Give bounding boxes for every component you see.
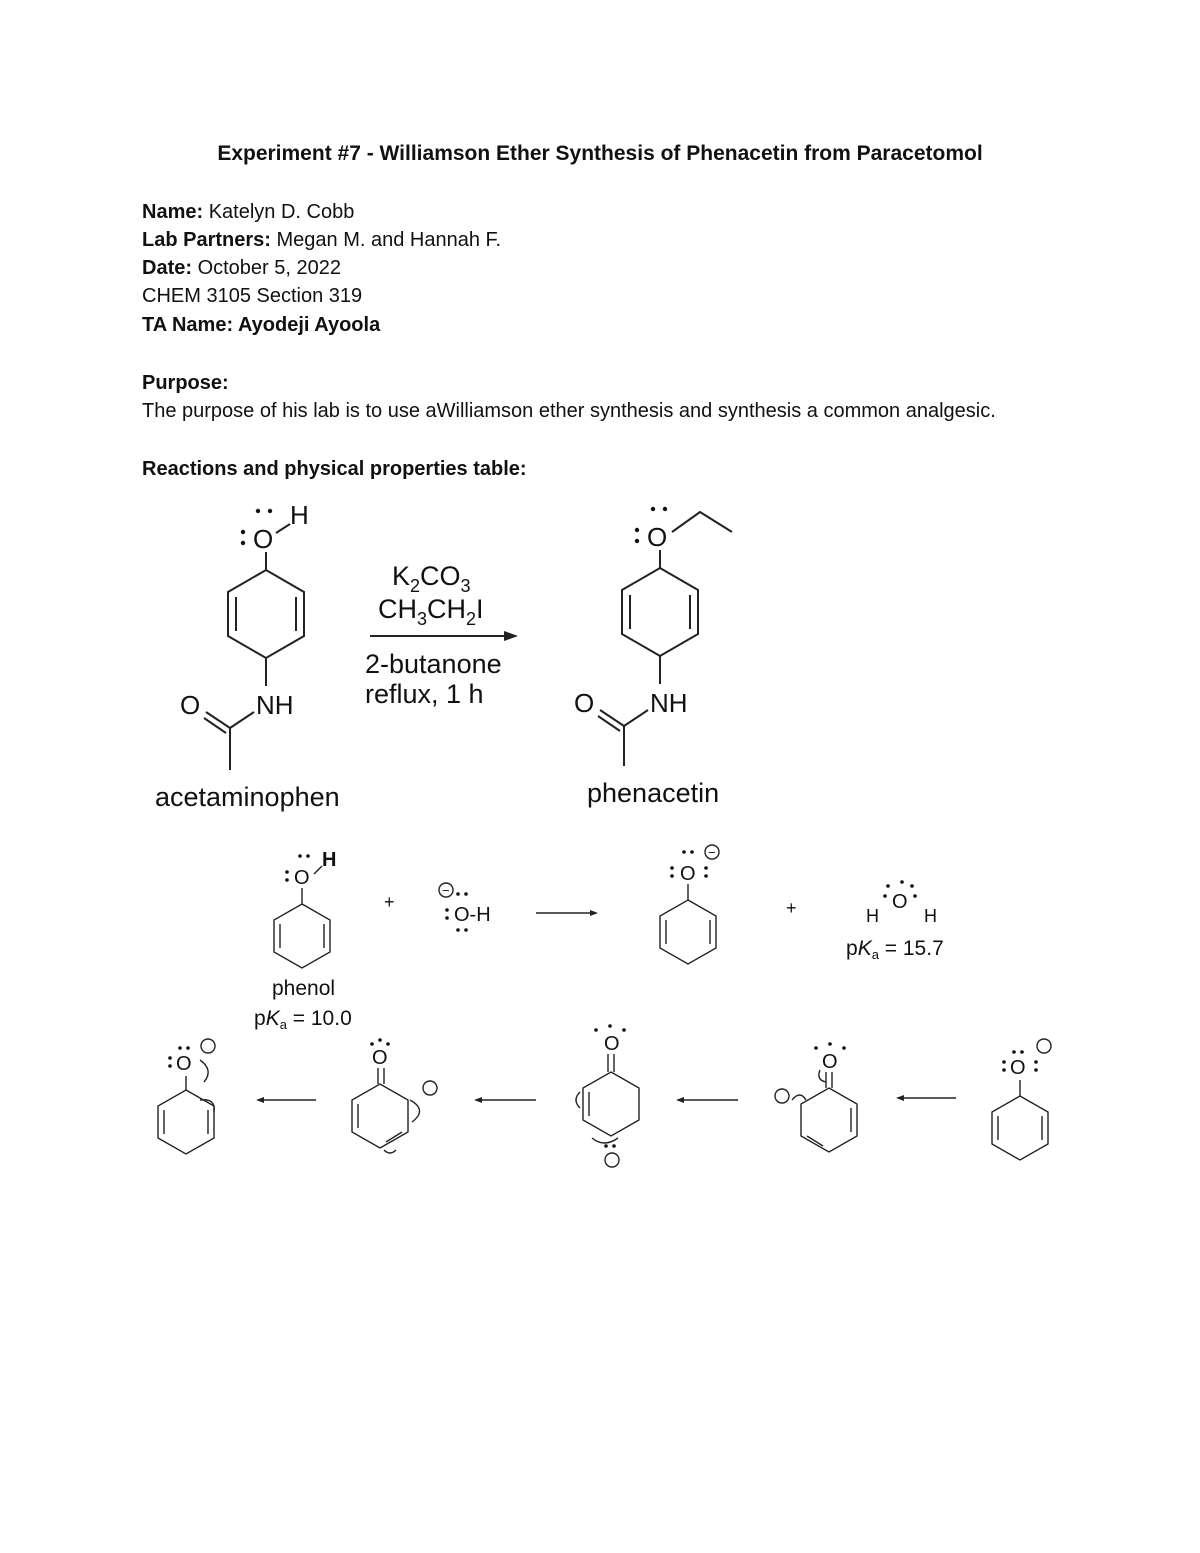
svg-text:O: O bbox=[372, 1047, 388, 1069]
equilibrium-arrow-4 bbox=[896, 1095, 956, 1101]
plus-sign: + bbox=[384, 892, 395, 912]
phenol-label: phenol bbox=[272, 977, 336, 1000]
resonance-structure-1 bbox=[158, 1039, 215, 1154]
reactions-heading: Reactions and physical properties table: bbox=[142, 458, 527, 480]
partners-label: Lab Partners: bbox=[142, 229, 271, 251]
svg-text:−: − bbox=[442, 883, 450, 898]
ta-label: TA Name: bbox=[142, 314, 234, 336]
reagent-k2co3: $K_2CO_3$ bbox=[392, 561, 471, 596]
svg-text:O: O bbox=[574, 688, 595, 718]
resonance-structure-5 bbox=[992, 1039, 1051, 1160]
name-value: Katelyn D. Cobb bbox=[203, 201, 355, 223]
svg-text:O: O bbox=[680, 863, 696, 885]
resonance-structure-2 bbox=[352, 1038, 437, 1153]
plus-sign-2: + bbox=[786, 898, 797, 918]
date-value: October 5, 2022 bbox=[192, 257, 341, 279]
reaction-conditions bbox=[365, 561, 518, 709]
svg-text:NH: NH bbox=[650, 688, 688, 718]
purpose-heading: Purpose: bbox=[142, 372, 229, 394]
atom-o: O bbox=[253, 524, 274, 554]
name-label: Name: bbox=[142, 201, 204, 223]
svg-text:O: O bbox=[176, 1053, 192, 1075]
acetaminophen-structure bbox=[155, 500, 340, 812]
water-pka: pKa = 15.7 bbox=[846, 937, 944, 962]
acetaminophen-label: acetaminophen bbox=[155, 782, 340, 812]
conditions-label: reflux, 1 h bbox=[365, 679, 484, 709]
hydroxide-structure bbox=[439, 883, 491, 932]
date-label: Date: bbox=[142, 257, 193, 279]
atom-nh: NH bbox=[256, 690, 294, 720]
phenol-pka: pKa = 10.0 bbox=[254, 1007, 352, 1032]
svg-text:O: O bbox=[647, 522, 668, 552]
water-structure bbox=[846, 880, 944, 962]
phenacetin-structure bbox=[574, 507, 732, 808]
purpose-text: The purpose of his lab is to use aWilliamson ether synthesis and synthesis a common analgesic. bbox=[142, 400, 996, 422]
partners-value: Megan M. and Hannah F. bbox=[270, 229, 502, 251]
equilibrium-arrow-1 bbox=[256, 1097, 316, 1103]
page-title: Experiment #7 - Williamson Ether Synthesis of Phenacetin from Paracetomol bbox=[217, 142, 983, 165]
resonance-structure-4 bbox=[775, 1042, 857, 1152]
svg-text:−: − bbox=[708, 845, 716, 860]
course-line: CHEM 3105 Section 319 bbox=[142, 285, 363, 307]
svg-text:H: H bbox=[322, 849, 337, 871]
ta-value: Ayodeji Ayoola bbox=[233, 314, 381, 336]
phenoxide-structure bbox=[660, 845, 719, 964]
svg-text:O: O bbox=[892, 891, 908, 913]
equilibrium-arrow-2 bbox=[474, 1097, 536, 1103]
svg-text:O: O bbox=[604, 1033, 620, 1055]
resonance-structure-3 bbox=[576, 1024, 639, 1167]
svg-text:O: O bbox=[822, 1051, 838, 1073]
hydroxide-label: O-H bbox=[454, 904, 491, 926]
phenacetin-label: phenacetin bbox=[587, 778, 720, 808]
svg-text:O: O bbox=[294, 867, 310, 889]
equilibrium-arrow-3 bbox=[676, 1097, 738, 1103]
atom-h: H bbox=[290, 500, 309, 530]
atom-carbonyl-o: O bbox=[180, 690, 201, 720]
svg-text:O: O bbox=[1010, 1057, 1026, 1079]
svg-text:H: H bbox=[924, 906, 937, 926]
reagent-ethyl-iodide: $CH_3CH_2I$ bbox=[378, 594, 484, 629]
phenol-structure bbox=[254, 849, 352, 1032]
svg-text:H: H bbox=[866, 906, 879, 926]
solvent-label: 2-butanone bbox=[365, 649, 502, 679]
